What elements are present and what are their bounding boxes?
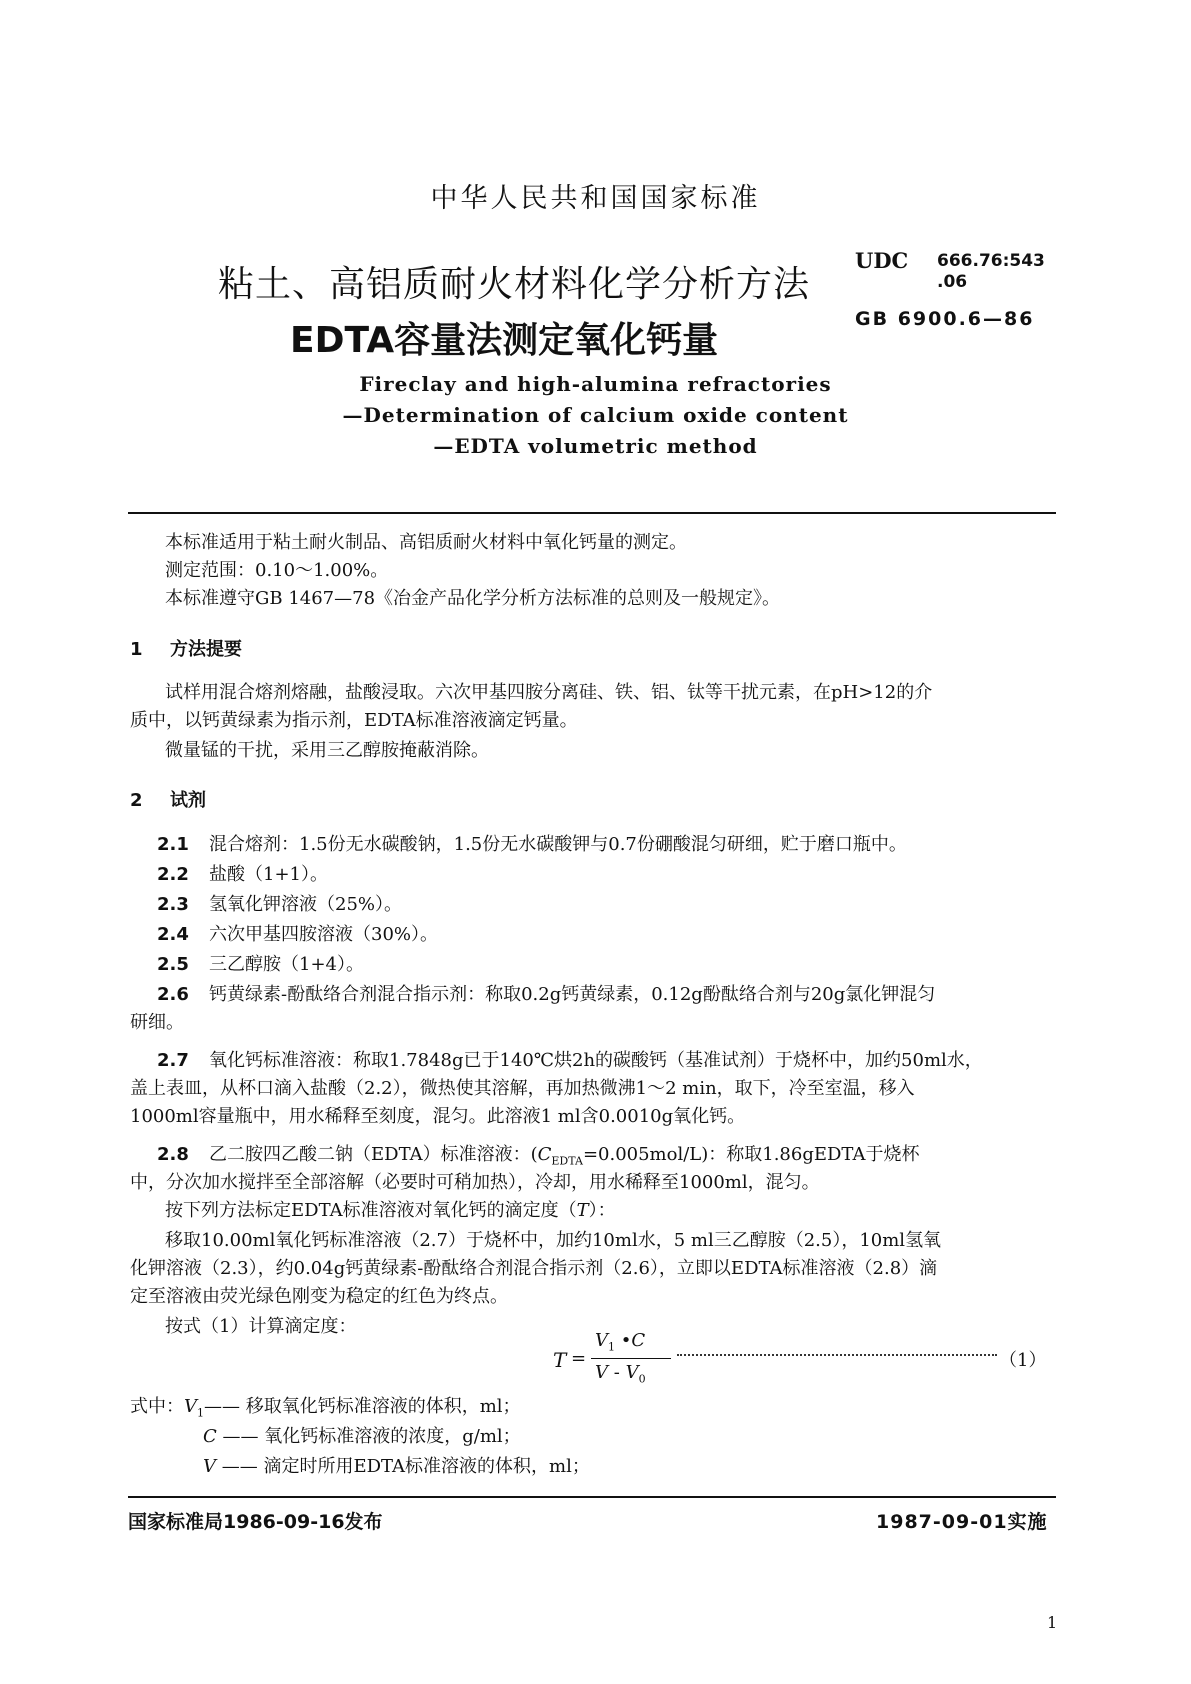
concentration-subscript: EDTA: [551, 1154, 583, 1168]
reagent-text: 混合熔剂：1.5份无水碳酸钠，1.5份无水碳酸钾与0.7份硼酸混匀研细，贮于磨口瓶中。: [209, 834, 907, 855]
formula-intro: 按式（1）计算滴定度：: [165, 1316, 357, 1337]
formula-denominator: [595, 1362, 646, 1386]
title-english-line2: —Determination of calcium oxide content: [342, 403, 849, 427]
section-1-para1-line1: 试样用混合熔剂熔融，盐酸浸取。六次甲基四胺分离硅、铁、铝、钛等干扰元素，在pH>12的介: [165, 682, 933, 703]
where-description: —— 滴定时所用EDTA标准溶液的体积，ml；: [221, 1456, 590, 1477]
where-description: —— 移取氧化钙标准溶液的体积，ml；: [204, 1396, 521, 1417]
section-1-number: 1: [130, 639, 143, 660]
calibration-intro-end: ）：: [588, 1200, 616, 1221]
title-english-line3: —EDTA volumetric method: [433, 434, 758, 458]
formula-numerator: [595, 1330, 645, 1354]
reagent-2-7-cont2: 1000ml容量瓶中，用水稀释至刻度，混匀。此溶液1 ml含0.0010g氧化钙。: [130, 1106, 746, 1127]
reagent-2-7-cont1: 盖上表皿，从杯口滴入盐酸（2.2），微热使其溶解，再加热微沸1～2 min，取下，冷至室温，移入: [130, 1078, 915, 1099]
page-number: 1: [1047, 1613, 1058, 1632]
intro-scope: 本标准适用于粘土耐火制品、高铝质耐火材料中氧化钙量的测定。: [165, 532, 687, 553]
reagent-item-2-8: [157, 1140, 919, 1168]
intro-range: 测定范围：0.10～1.00%。: [165, 560, 389, 581]
where-var: V: [203, 1456, 216, 1477]
titer-symbol: T: [576, 1200, 589, 1221]
reagent-number: 2.5: [157, 954, 189, 975]
gb-number: GB 6900.6—86: [855, 308, 1035, 330]
reagent-item: [157, 860, 328, 886]
denominator-v0-subscript: 0: [638, 1372, 646, 1386]
reagent-text: 氧化钙标准溶液：称取1.7848g已于140℃烘2h的碳酸钙（基准试剂）于烧杯中，加约50ml水，: [209, 1050, 983, 1071]
section-2-heading: [130, 786, 206, 812]
numerator-c: C: [631, 1330, 646, 1351]
udc-label: UDC: [855, 248, 909, 273]
reagent-number: 2.3: [157, 894, 189, 915]
section-2-number: 2: [130, 790, 143, 811]
section-1-heading: [130, 635, 242, 661]
numerator-dot: •: [620, 1330, 632, 1351]
formula-leader-dots: [677, 1354, 997, 1356]
footer-divider: [128, 1496, 1056, 1498]
calibration-line2: 化钾溶液（2.3），约0.04g钙黄绿素-酚酞络合剂混合指示剂（2.6），立即以EDTA标准溶液（2.8）滴: [130, 1258, 938, 1279]
where-description: —— 氧化钙标准溶液的浓度，g/ml；: [222, 1426, 521, 1447]
reagent-item: [157, 950, 364, 976]
where-var: C: [203, 1426, 217, 1447]
reagent-number: 2.7: [157, 1050, 189, 1071]
intro-compliance: 本标准遵守GB 1467—78《冶金产品化学分析方法标准的总则及一般规定》。: [165, 588, 781, 609]
where-var: V: [184, 1396, 197, 1417]
calibration-line3: 定至溶液由荧光绿色刚变为稳定的红色为终点。: [130, 1286, 508, 1307]
reagent-text: 六次甲基四胺溶液（30%）。: [209, 924, 439, 945]
reagent-number: 2.1: [157, 834, 189, 855]
national-standard-header: 中华人民共和国国家标准: [430, 183, 761, 214]
title-english-line1: Fireclay and high-alumina refractories: [359, 372, 832, 396]
section-2-title: 试剂: [170, 790, 206, 811]
denominator-v0: V: [625, 1362, 639, 1383]
section-1-para2: 微量锰的干扰，采用三乙醇胺掩蔽消除。: [165, 740, 489, 761]
issued-date: 国家标准局1986-09-16发布: [128, 1511, 383, 1533]
fraction-bar: [591, 1358, 671, 1359]
reagent-item-2-6: [157, 980, 935, 1006]
numerator-v-subscript: 1: [608, 1340, 615, 1354]
reagent-text: 氢氧化钾溶液（25%）。: [209, 894, 403, 915]
formula-equals: =: [571, 1348, 587, 1369]
reagent-item: [157, 920, 438, 946]
calibration-line1: 移取10.00ml氧化钙标准溶液（2.7）于烧杯中，加约10ml水，5 ml三乙醇胺（2.5），10ml氢氧: [165, 1230, 942, 1251]
reagent-text: 三乙醇胺（1+4）。: [209, 954, 364, 975]
reagent-item: [157, 890, 402, 916]
formula-number: （1）: [999, 1350, 1047, 1371]
titer-formula: [553, 1330, 1063, 1390]
reagent-2-6-cont: 研细。: [130, 1012, 184, 1033]
udc-value-2: .06: [937, 272, 968, 292]
title-chinese-line1: 粘土、高铝质耐火材料化学分析方法: [218, 264, 811, 305]
calibration-intro: [165, 1196, 616, 1222]
concentration-symbol: C: [537, 1144, 552, 1165]
reagent-number: 2.4: [157, 924, 189, 945]
udc-value-1: 666.76:543: [937, 251, 1045, 271]
numerator-v: V: [595, 1330, 608, 1351]
where-label: 式中：: [130, 1396, 184, 1417]
where-row-1: [130, 1392, 521, 1420]
effective-date: 1987-09-01实施: [876, 1511, 1048, 1533]
reagent-number: 2.2: [157, 864, 189, 885]
denominator-minus: -: [613, 1362, 620, 1383]
reagent-item: [157, 830, 907, 856]
reagent-2-8-cont: 中，分次加水搅拌至全部溶解（必要时可稍加热），冷却，用水稀释至1000ml，混匀。: [130, 1172, 820, 1193]
header-divider: [128, 512, 1056, 514]
where-row-2: [203, 1422, 521, 1448]
reagent-text: 盐酸（1+1）。: [209, 864, 328, 885]
reagent-text: 钙黄绿素-酚酞络合剂混合指示剂：称取0.2g钙黄绿素，0.12g酚酞络合剂与20g氯化钾混匀: [209, 984, 936, 1005]
section-1-para1-line2: 质中，以钙黄绿素为指示剂，EDTA标准溶液滴定钙量。: [130, 710, 578, 731]
reagent-text-b: =0.005mol/L)：称取1.86gEDTA于烧杯: [582, 1144, 920, 1165]
reagent-item-2-7: [157, 1046, 983, 1072]
where-var-subscript: 1: [197, 1406, 204, 1420]
reagent-number: 2.6: [157, 984, 189, 1005]
formula-lhs: T: [553, 1348, 567, 1372]
calibration-intro-text: 按下列方法标定EDTA标准溶液对氧化钙的滴定度（: [165, 1200, 577, 1221]
title-chinese-line2: EDTA容量法测定氧化钙量: [290, 320, 719, 361]
denominator-v: V: [595, 1362, 608, 1383]
reagent-text-a: 乙二胺四乙酸二钠（EDTA）标准溶液：(: [209, 1144, 538, 1165]
section-1-title: 方法提要: [170, 639, 242, 660]
where-row-3: [203, 1452, 590, 1478]
reagent-number: 2.8: [157, 1144, 189, 1165]
